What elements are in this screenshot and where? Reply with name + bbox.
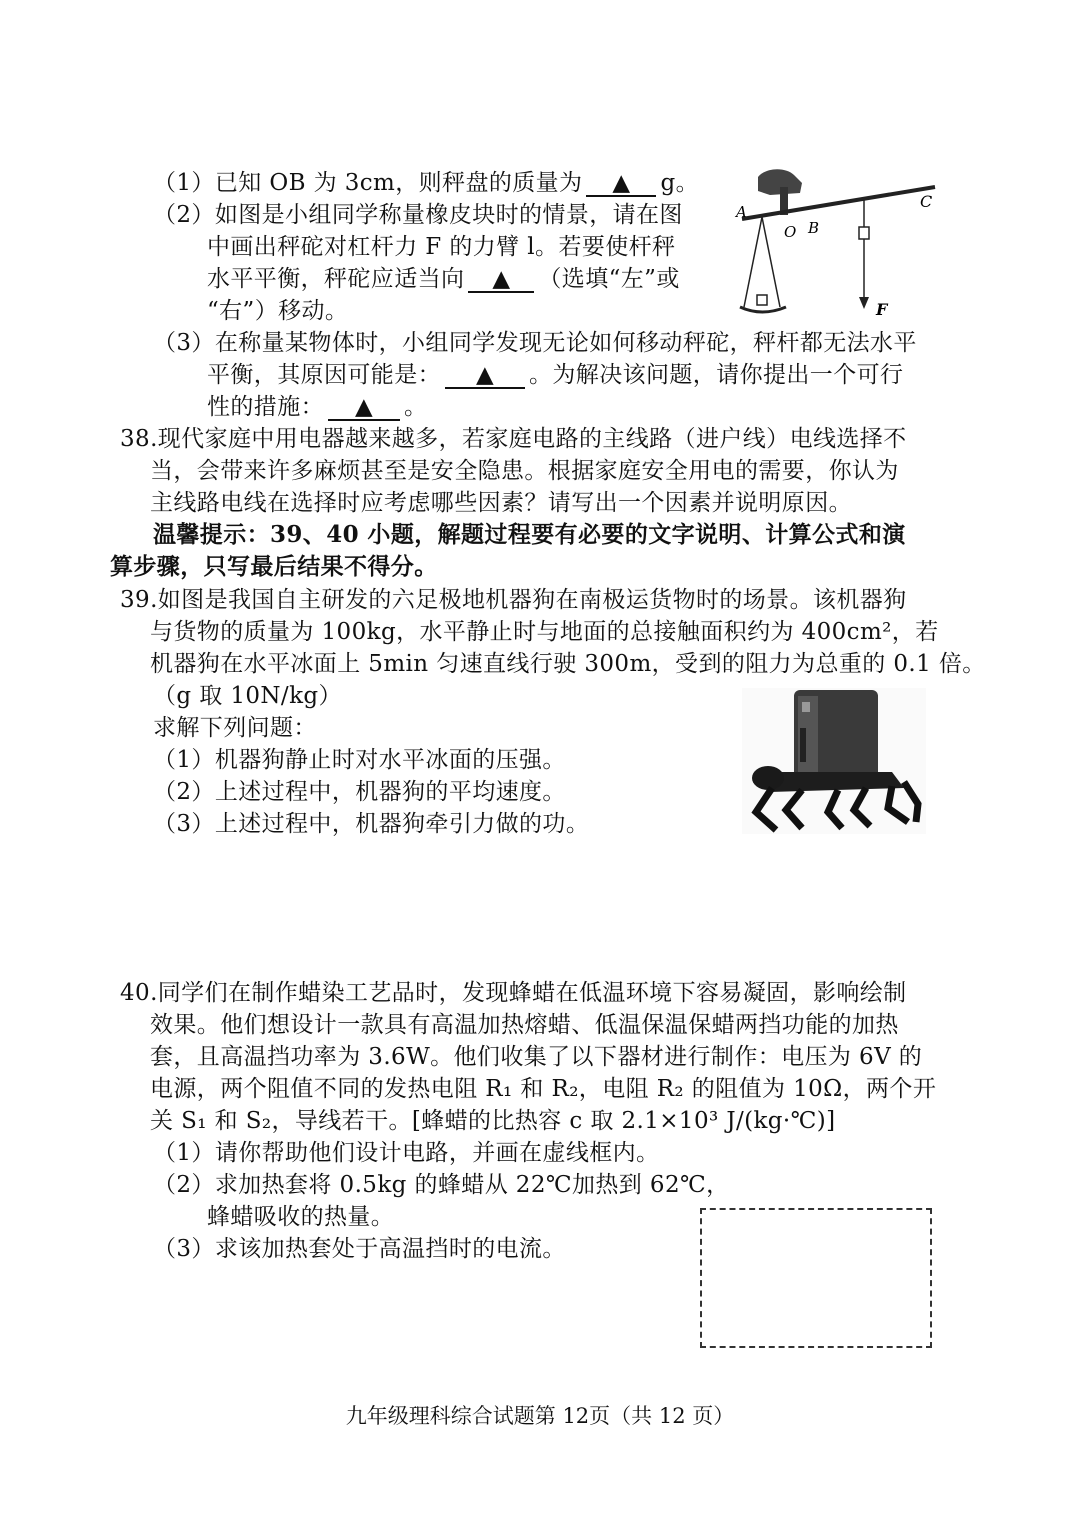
q37-part3-line3-text: 性的措施： bbox=[207, 394, 324, 420]
q37-part3-line3-tail: 。 bbox=[404, 394, 428, 420]
label-f: F bbox=[876, 300, 888, 319]
q37-part1-unit: g。 bbox=[660, 170, 699, 196]
q37-part2-line3-text: 水平平衡，秤砣应适当向 bbox=[207, 266, 465, 292]
q40-line1: 40.同学们在制作蜡染工艺品时，发现蜂蜡在低温环境下容易凝固，影响绘制 bbox=[120, 980, 907, 1006]
q40-line3: 套，且高温挡功率为 3.6W。他们收集了以下器材进行制作：电压为 6V 的 bbox=[150, 1044, 923, 1070]
q40-line5: 关 S₁ 和 S₂，导线若干。[蜂蜡的比热容 c 取 2.1×10³ J/(kg·℃)] bbox=[150, 1108, 836, 1134]
q40-sub2-line2: 蜂蜡吸收的热量。 bbox=[207, 1204, 395, 1230]
answer-blank[interactable]: ▲ bbox=[468, 267, 534, 293]
robot-dog-photo bbox=[742, 688, 926, 834]
q40-sub3: （3）求该加热套处于高温挡时的电流。 bbox=[153, 1236, 566, 1262]
q37-part3-line2 bbox=[207, 360, 903, 390]
tip-line2: 算步骤，只写最后结果不得分。 bbox=[110, 553, 438, 580]
q37-part3-line2-tail: 。为解决该问题，请你提出一个可行 bbox=[529, 362, 904, 388]
q37-part2-line2: 中画出秤砣对杠杆力 F 的力臂 l。若要使杆秤 bbox=[207, 234, 676, 260]
label-a: A bbox=[736, 203, 747, 221]
q37-part2-line1: （2）如图是小组同学称量橡皮块时的情景，请在图 bbox=[153, 202, 683, 228]
q40-line2: 效果。他们想设计一款具有高温加热熔蜡、低温保温保蜡两挡功能的加热 bbox=[150, 1012, 899, 1038]
q39-line3: 机器狗在水平冰面上 5min 匀速直线行驶 300m，受到的阻力为总重的 0.1 倍。 bbox=[150, 651, 986, 677]
q38-line2: 当，会带来许多麻烦甚至是安全隐患。根据家庭安全用电的需要，你认为 bbox=[150, 458, 899, 484]
answer-blank[interactable]: ▲ bbox=[586, 171, 656, 197]
q37-part3-line1: （3）在称量某物体时，小组同学发现无论如何移动秤砣，秤杆都无法水平 bbox=[153, 330, 917, 356]
circuit-drawing-box[interactable] bbox=[700, 1208, 932, 1348]
q39-sub1: （1）机器狗静止时对水平冰面的压强。 bbox=[153, 747, 566, 773]
q37-part2-line3 bbox=[207, 264, 680, 294]
label-b: B bbox=[808, 219, 820, 237]
q37-part3-line2-text: 平衡，其原因可能是： bbox=[207, 362, 441, 388]
steelyard-figure bbox=[730, 165, 950, 325]
q39-line2: 与货物的质量为 100kg，水平静止时与地面的总接触面积约为 400cm²，若 bbox=[150, 619, 939, 645]
tip-line1: 温馨提示：39、40 小题，解题过程要有必要的文字说明、计算公式和演 bbox=[153, 521, 906, 548]
q37-part3-line3 bbox=[207, 392, 427, 422]
q39-line4: （g 取 10N/kg） bbox=[153, 683, 342, 709]
q39-sub3: （3）上述过程中，机器狗牵引力做的功。 bbox=[153, 811, 590, 837]
q40-line4: 电源，两个阻值不同的发热电阻 R₁ 和 R₂，电阻 R₂ 的阻值为 10Ω，两个开 bbox=[150, 1076, 937, 1102]
q39-line1: 39.如图是我国自主研发的六足极地机器狗在南极运货物时的场景。该机器狗 bbox=[120, 587, 907, 613]
q37-part1 bbox=[153, 168, 699, 198]
q39-line5: 求解下列问题： bbox=[153, 715, 317, 741]
q40-sub2-line1: （2）求加热套将 0.5kg 的蜂蜡从 22℃加热到 62℃， bbox=[153, 1172, 730, 1198]
q39-sub2: （2）上述过程中，机器狗的平均速度。 bbox=[153, 779, 566, 805]
label-c: C bbox=[920, 192, 933, 211]
q40-sub1: （1）请你帮助他们设计电路，并画在虚线框内。 bbox=[153, 1140, 660, 1166]
page-footer: 九年级理科综合试题第 12页（共 12 页） bbox=[345, 1404, 735, 1428]
q37-part2-line4: “右”）移动。 bbox=[207, 298, 349, 324]
answer-blank[interactable]: ▲ bbox=[445, 363, 525, 389]
answer-blank[interactable]: ▲ bbox=[328, 395, 400, 421]
q37-part2-line3-tail: （选填“左”或 bbox=[538, 266, 680, 292]
q37-part1-text: （1）已知 OB 为 3cm，则秤盘的质量为 bbox=[153, 170, 583, 196]
label-o: O bbox=[784, 223, 797, 241]
q38-line1: 38.现代家庭中用电器越来越多，若家庭电路的主线路（进户线）电线选择不 bbox=[120, 426, 907, 452]
q38-line3: 主线路电线在选择时应考虑哪些因素？请写出一个因素并说明原因。 bbox=[150, 490, 852, 516]
